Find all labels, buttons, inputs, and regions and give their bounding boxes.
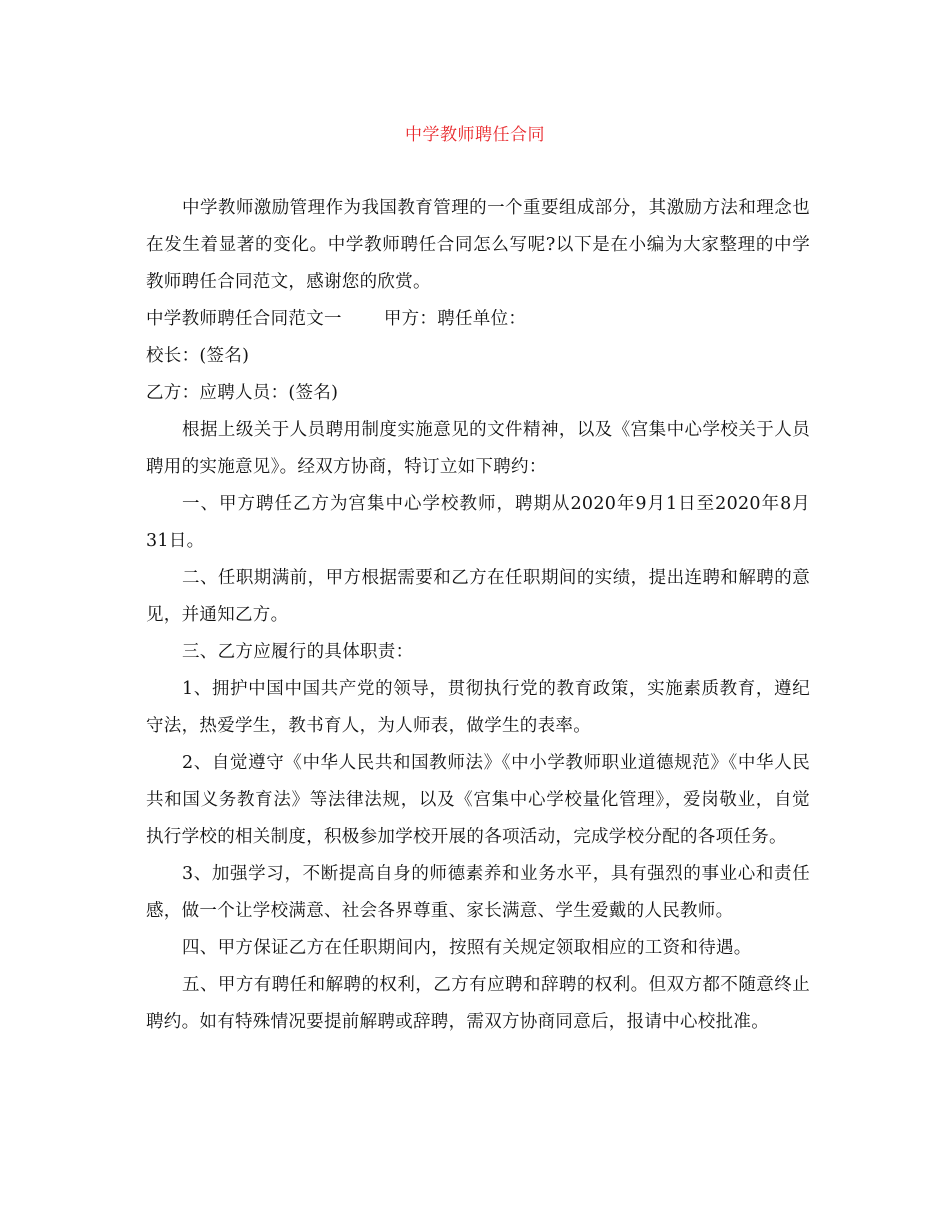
party-b-label: 乙方：应聘人员：(签名) [146, 383, 339, 403]
intro-paragraph: 中学教师激励管理作为我国教育管理的一个重要组成部分，其激励方法和理念也在发生着显著的变化。中学教师聘任合同怎么写呢?以下是在小编为大家整理的中学教师聘任合同范文，感谢您的欣赏。 [146, 198, 810, 292]
clause-1: 一、甲方聘任乙方为宫集中心学校教师，聘期从2020年9月1日至2020年8月31日。 [146, 494, 810, 551]
clause-2: 二、任职期满前，甲方根据需要和乙方在任职期间的实绩，提出连聘和解聘的意见，并通知乙方。 [146, 568, 810, 625]
party-a-label: 甲方：聘任单位： [383, 309, 527, 329]
clause-3: 三、乙方应履行的具体职责： [182, 642, 414, 662]
sample-heading: 中学教师聘任合同范文一 [146, 309, 342, 329]
document-body [146, 190, 810, 1041]
duty-1: 1、拥护中国中国共产党的领导，贯彻执行党的教育政策，实施素质教育，遵纪守法，热爱学生，教书育人，为人师表，做学生的表率。 [146, 679, 810, 736]
principal-signature: 校长：(签名) [146, 346, 250, 366]
duty-2: 2、自觉遵守《中华人民共和国教师法》《中小学教师职业道德规范》《中华人民共和国义务教育法》等法律法规，以及《宫集中心学校量化管理》，爱岗敬业，自觉执行学校的相关制度，积极参加学校开展的各项活动，完成学校分配的各项任务。 [146, 753, 810, 847]
preamble-paragraph: 根据上级关于人员聘用制度实施意见的文件精神，以及《宫集中心学校关于人员聘用的实施意见》。经双方协商，特订立如下聘约： [146, 420, 810, 477]
clause-5: 五、甲方有聘任和解聘的权利，乙方有应聘和辞聘的权利。但双方都不随意终止聘约。如有特殊情况要提前解聘或辞聘，需双方协商同意后，报请中心校批准。 [146, 975, 810, 1032]
sample-heading-line [146, 301, 810, 338]
document-title: 中学教师聘任合同 [405, 125, 545, 145]
clause-4: 四、甲方保证乙方在任职期间内，按照有关规定领取相应的工资和待遇。 [182, 938, 752, 958]
duty-3: 3、加强学习，不断提高自身的师德素养和业务水平，具有强烈的事业心和责任感，做一个让学校满意、社会各界尊重、家长满意、学生爱戴的人民教师。 [146, 864, 810, 921]
